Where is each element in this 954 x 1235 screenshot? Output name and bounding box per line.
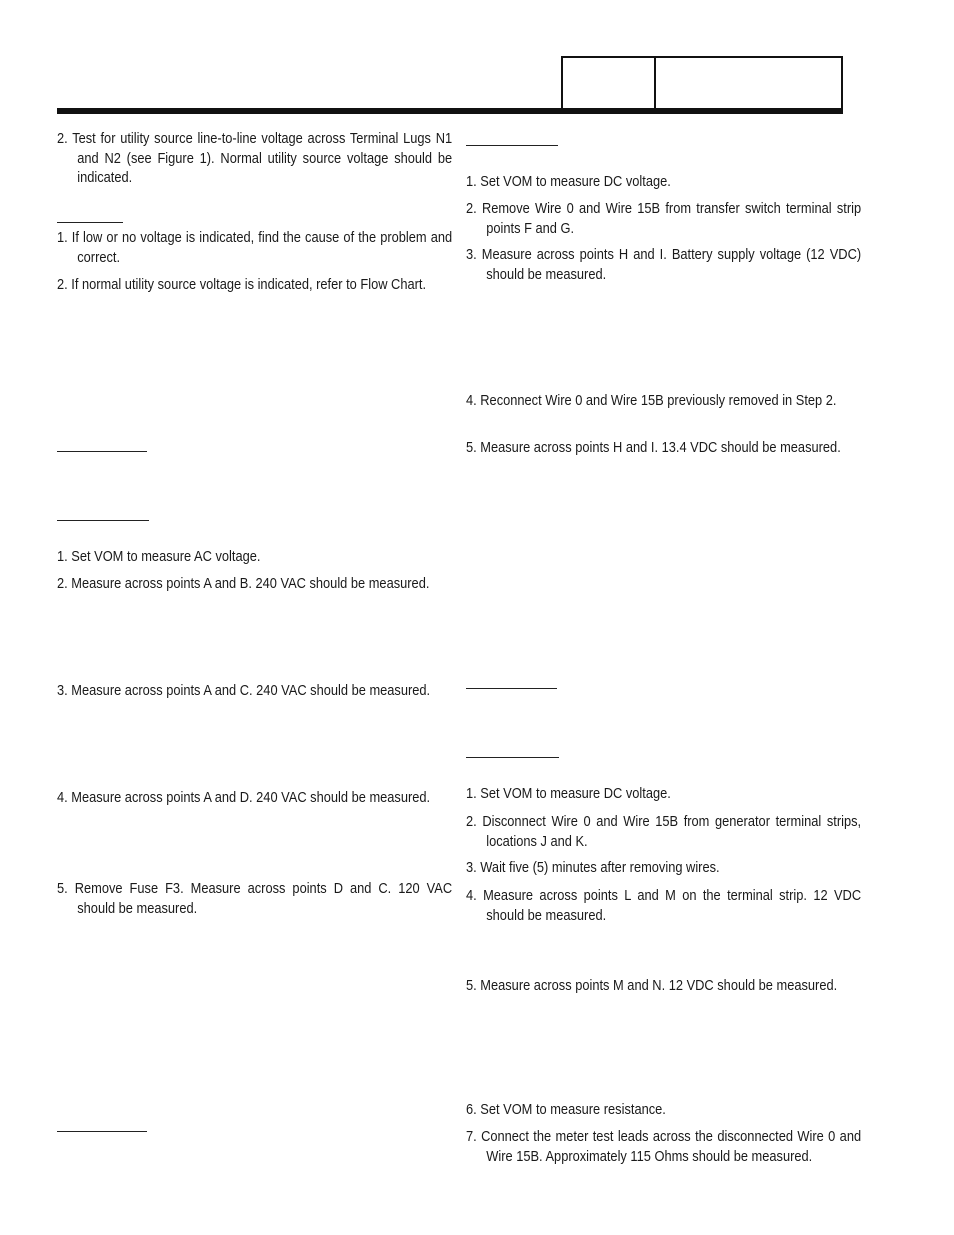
ts-step-3: 3. Measure across points H and I. Battery supply voltage (12 VDC) should be measured.	[466, 247, 862, 283]
ts-step-2: 2. Remove Wire 0 and Wire 15B from transfer switch terminal strip points F and G.	[466, 201, 862, 237]
procedure-heading-rule	[57, 520, 149, 521]
section-heading-rule	[57, 451, 147, 452]
results-heading-rule	[57, 222, 123, 223]
transfer-switch-heading-rule	[466, 145, 558, 146]
header-box-section	[561, 56, 656, 108]
header-bar	[57, 108, 843, 114]
bottom-heading-rule	[57, 1131, 147, 1132]
generator-section-rule	[466, 688, 557, 689]
ac-step-2: 2. Measure across points A and B. 240 VAC should be measured.	[57, 576, 430, 592]
gen-step-2: 2. Disconnect Wire 0 and Wire 15B from generator terminal strips, locations J and K.	[466, 814, 862, 850]
generator-procedure-rule	[466, 757, 559, 758]
gen-step-5: 5. Measure across points M and N. 12 VDC should be measured.	[466, 978, 838, 994]
gen-step-4: 4. Measure across points L and M on the terminal strip. 12 VDC should be measured.	[466, 888, 862, 924]
ac-step-5: 5. Remove Fuse F3. Measure across points D and C. 120 VAC should be measured.	[57, 881, 453, 917]
gen-step-7: 7. Connect the meter test leads across the disconnected Wire 0 and Wire 15B. Approximately 115 Ohms should be measured.	[466, 1129, 862, 1165]
result-item-1: 1. If low or no voltage is indicated, find the cause of the problem and correct.	[57, 230, 453, 266]
ts-step-1: 1. Set VOM to measure DC voltage.	[466, 174, 671, 190]
utility-voltage-test-step: 2. Test for utility source line-to-line voltage across Terminal Lugs N1 and N2 (see Figure 1). Normal utility source voltage should be indicated.	[57, 131, 453, 187]
ac-step-3: 3. Measure across points A and C. 240 VAC should be measured.	[57, 683, 431, 699]
result-item-2: 2. If normal utility source voltage is indicated, refer to Flow Chart.	[57, 277, 427, 293]
gen-step-3: 3. Wait five (5) minutes after removing wires.	[466, 860, 720, 876]
ac-step-1: 1. Set VOM to measure AC voltage.	[57, 549, 261, 565]
gen-step-1: 1. Set VOM to measure DC voltage.	[466, 786, 671, 802]
header-box-title	[654, 56, 843, 108]
ac-step-4: 4. Measure across points A and D. 240 VAC should be measured.	[57, 790, 431, 806]
ts-step-4: 4. Reconnect Wire 0 and Wire 15B previously removed in Step 2.	[466, 393, 837, 409]
gen-step-6: 6. Set VOM to measure resistance.	[466, 1102, 666, 1118]
ts-step-5: 5. Measure across points H and I. 13.4 VDC should be measured.	[466, 440, 841, 456]
